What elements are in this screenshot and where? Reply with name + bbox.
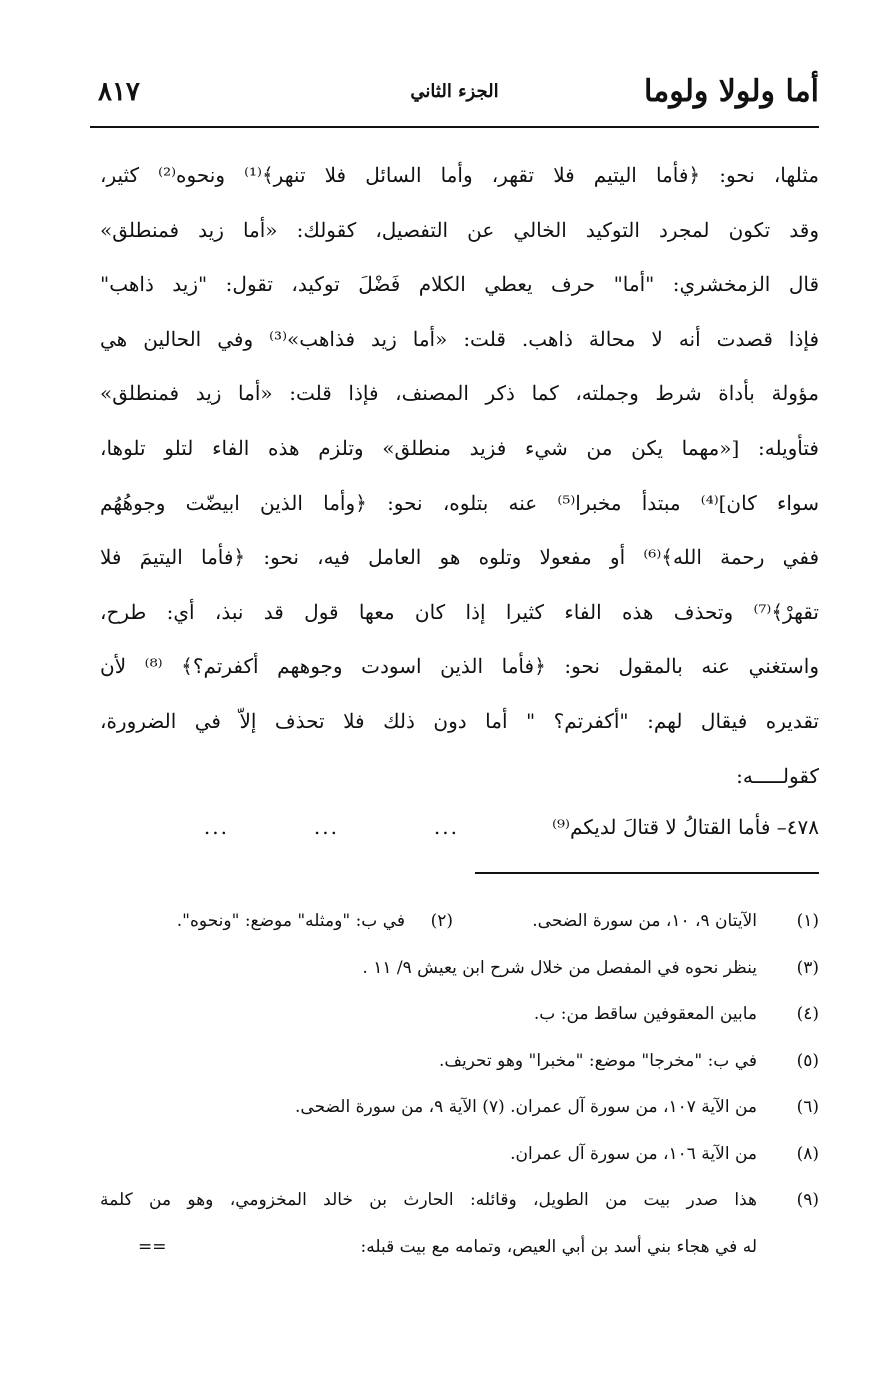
- body-line: واستغني عنه بالمقول نحو: ﴿فأما الذين اسودت وجوههم أكفرتم؟﴾ ⁽⁸⁾ لأن: [100, 654, 819, 679]
- footnote-number: (٦): [796, 1097, 819, 1117]
- footnote-number: (١): [796, 911, 819, 931]
- footnote-continuation: [100, 1224, 819, 1271]
- footnote: [100, 1038, 819, 1085]
- footnote-text: ينظر نحوه في المفصل من خلال شرح ابن يعيش ٩/ ١١ .: [362, 957, 757, 978]
- footnote: [100, 898, 819, 945]
- footnote-number: (٩): [796, 1190, 819, 1210]
- body-line: تقديره فيقال لهم: "أكفرتم؟ " أما دون ذلك فلا تحذف إلاّ في الضرورة،: [100, 708, 819, 733]
- footnote-text: في ب: "مخرجا" موضع: "مخبرا" وهو تحريف.: [438, 1050, 757, 1071]
- footnote-number: (٨): [796, 1143, 819, 1164]
- footnote: [100, 991, 819, 1038]
- body-line: سواء كان]⁽⁴⁾ مبتدأ مخبرا⁽⁵⁾ عنه بتلوه، نحو: ﴿وأما الذين ابيضّت وجوهُهُم: [100, 490, 819, 515]
- footnote-number: (٣): [796, 957, 819, 978]
- body-line: قال الزمخشري: "أما" حرف يعطي الكلام فَضْلَ توكيد، تقول: "زيد ذاهب": [100, 272, 819, 297]
- body-line: فإذا قصدت أنه لا محالة ذاهب. قلت: «أما زيد فذاهب»⁽³⁾ وفي الحالين هي: [100, 326, 819, 351]
- footnote: [100, 1131, 819, 1178]
- page-header: [90, 70, 819, 114]
- verse-dots: ...: [203, 815, 229, 839]
- footnote-text: من الآية ١٠٦، من سورة آل عمران.: [510, 1143, 757, 1164]
- header-rule: [90, 126, 819, 128]
- verse-dots: ...: [433, 815, 459, 839]
- verse-text: ٤٧٨– فأما القتالُ لا قتالَ لديكم⁽⁹⁾: [552, 815, 819, 839]
- body-line: كقولـــــه:: [736, 763, 819, 788]
- body-line: مثلها، نحو: ﴿فأما اليتيم فلا تقهر، وأما السائل فلا تنهر﴾⁽¹⁾ ونحوه⁽²⁾ كثير،: [100, 163, 819, 187]
- continuation-mark: ==: [138, 1236, 167, 1257]
- footnote-separator: [475, 872, 819, 874]
- footnote-number: (٥): [796, 1050, 819, 1071]
- body-line: ففي رحمة الله﴾⁽⁶⁾ أو مفعولا وتلوه هو العامل فيه، نحو: ﴿فأما اليتيمَ فلا: [100, 545, 819, 570]
- body-line: وقد تكون لمجرد التوكيد الخالي عن التفصيل، كقولك: «أما زيد فمنطلق»: [100, 217, 819, 242]
- body-text: [100, 148, 819, 803]
- part-label: الجزء الثاني: [410, 81, 499, 102]
- page-number: ٨١٧: [98, 77, 140, 107]
- footnote-text: الآيتان ٩، ١٠، من سورة الضحى.: [532, 911, 757, 931]
- footnote-number: (٤): [796, 1004, 819, 1024]
- verse-line: [140, 800, 819, 854]
- body-line: مؤولة بأداة شرط وجملته، كما ذكر المصنف، فإذا قلت: «أما زيد فمنطلق»: [100, 381, 819, 406]
- body-line: تقهرْ﴾⁽⁷⁾ وتحذف هذه الفاء كثيرا إذا كان معها قول قد نبذ، أي: طرح،: [100, 599, 819, 624]
- footnote-text: هذا صدر بيت من الطويل، وقائله: الحارث بن خالد المخزومي، وهو من كلمة: [100, 1190, 757, 1210]
- running-title: أما ولولا ولوما: [643, 74, 819, 109]
- footnote: [100, 945, 819, 992]
- footnote-text: في ب: "ومثله" موضع: "ونحوه".: [176, 911, 405, 931]
- body-line: فتأويله: [«مهما يكن من شيء فزيد منطلق» وتلزم هذه الفاء لتلو تلوها،: [100, 435, 819, 460]
- verse-dots: ...: [313, 815, 339, 839]
- footnote-number: (٢): [430, 911, 453, 931]
- footnote-text: مابين المعقوفين ساقط من: ب.: [533, 1004, 757, 1024]
- footnote: [100, 1177, 819, 1224]
- footnote-text: من الآية ١٠٧، من سورة آل عمران. (٧) الآية ٩، من سورة الضحى.: [295, 1097, 757, 1117]
- footnote: [100, 1084, 819, 1131]
- footnote-text: له في هجاء بني أسد بن أبي العيص، وتمامه مع بيت قبله:: [360, 1236, 757, 1257]
- footnotes: [100, 898, 819, 1270]
